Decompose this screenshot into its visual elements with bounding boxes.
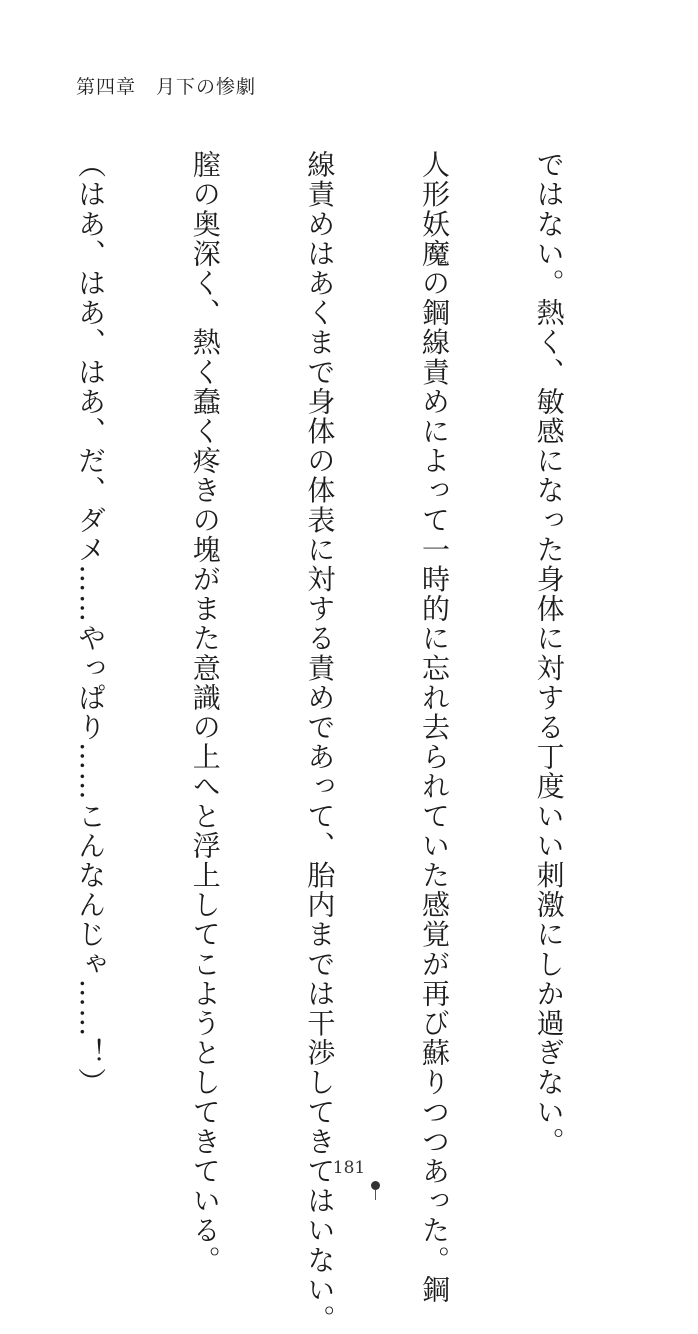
page-marker-line bbox=[375, 1190, 376, 1200]
page-marker-dot bbox=[371, 1181, 380, 1190]
text-column: 線責めはあくまで身体の体表に対する責めであって、胎内までは干渉してきてはいない。 bbox=[303, 150, 337, 1334]
text-column: 膣の奥深く、熱く蠢く疼きの塊がまた意識の上へと浮上してこようとしてきている。 bbox=[188, 150, 222, 1275]
text-column: （はあ、はあ、はあ、だ、ダメ……やっぱり……こんなんじゃ……！） bbox=[74, 150, 108, 1098]
text-column: 人形妖魔の鋼線責めによって一時的に忘れ去られていた感覚が再び蘇りつつあった。鋼 bbox=[417, 150, 451, 1305]
page-number: 181 bbox=[332, 1158, 366, 1178]
text-column: ではない。熱く、敏感になった身体に対する丁度いい刺激にしか過ぎない。 bbox=[532, 150, 566, 1157]
chapter-title: 第四章 月下の惨劇 bbox=[76, 76, 257, 98]
